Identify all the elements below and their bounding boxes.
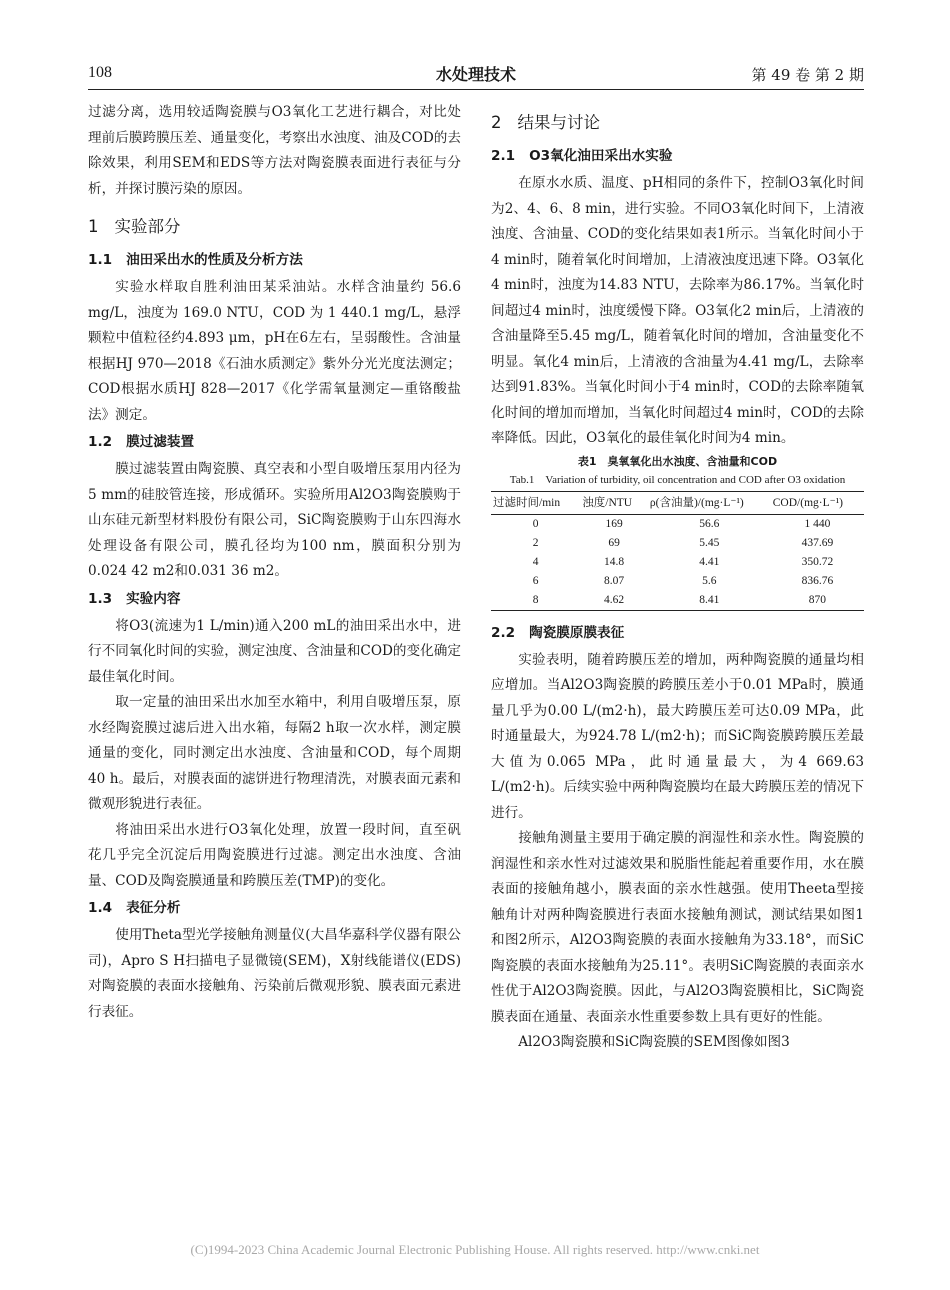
table-cell: 350.72 xyxy=(801,555,834,568)
table-cell: 8.41 xyxy=(648,591,771,611)
header-divider xyxy=(88,89,864,90)
table-cell: 8.07 xyxy=(604,574,625,587)
right-column xyxy=(491,100,864,1056)
issue-info: 第 49 卷 第 2 期 xyxy=(751,66,864,84)
table-cell: 69 xyxy=(608,536,620,549)
section-2-2-heading: 2.2 陶瓷膜原膜表征 xyxy=(491,624,625,641)
left-column xyxy=(88,100,461,1025)
section-2-1-heading: 2.1 O3氧化油田采出水实验 xyxy=(491,148,673,164)
paragraph-1-3a: 将O3(流速为1 L/min)通入200 mL的油田采出水中，进行不同氧化时间的实验，测定浊度、含油量和COD的变化确定最佳氧化时间。 xyxy=(88,617,461,685)
paragraph-2-2a: 实验表明，随着跨膜压差的增加，两种陶瓷膜的通量均相应增加。当Al2O3陶瓷膜的跨膜压差小于0.01 MPa时，膜通量几乎为0.00 L/(m2·h)，最大跨膜压差可达0.09 MPa，此时通量最大，为924.78 L/(m2·h)；而SiC陶瓷膜跨膜压差最大值为0.065 MPa，此时通量最大，为4 669.63 L/(m2·h)。后续实验中两种陶瓷膜均在最大跨膜压差的情况下进行。 xyxy=(491,651,864,821)
table-cell: 1 440 xyxy=(804,517,831,530)
table-row xyxy=(491,591,864,611)
table-cell: 8 xyxy=(491,591,580,611)
table-row xyxy=(491,514,864,534)
section-1-4-heading: 1.4 表征分析 xyxy=(88,900,181,916)
table-row xyxy=(491,553,864,572)
table-row xyxy=(491,534,864,553)
paragraph-2-2b: 接触角测量主要用于确定膜的润湿性和亲水性。陶瓷膜的润湿性和亲水性对过滤效果和脱脂性能起着重要作用，水在膜表面的接触角越小，膜表面的亲水性越强。使用Theeta型接触角计对两种陶瓷膜进行表面水接触角测试，测试结果如图1和图2所示，Al2O3陶瓷膜的表面水接触角为33.18°，而SiC陶瓷膜的表面水接触角为25.11°。表明SiC陶瓷膜的表面亲水性优于Al2O3陶瓷膜。因此，与Al2O3陶瓷膜相比，SiC陶瓷膜表面在通量、表面亲水性重要参数上具有更好的性能。 xyxy=(491,830,864,1025)
table-1-caption-zh: 表1 臭氧氧化出水浊度、含油量和COD xyxy=(577,454,778,468)
table-cell: 4.41 xyxy=(699,555,720,568)
paragraph-1-2: 膜过滤装置由陶瓷膜、真空表和小型自吸增压泵用内径为5 mm的硅胶管连接，形成循环。实验所用Al2O3陶瓷膜购于山东硅元新型材料股份有限公司，SiC陶瓷膜购于山东四海水处理设备有限公司，膜孔径均为100 nm，膜面积分别为0.024 42 m2和0.031 36 m2。 xyxy=(88,461,461,579)
table-cell: 0 xyxy=(532,517,539,530)
section-2-heading: 2 结果与讨论 xyxy=(491,113,600,132)
paragraph-2-1: 在原水水质、温度、pH相同的条件下，控制O3氧化时间为2、4、6、8 min，进行实验。不同O3氧化时间下，上清液浊度、含油量、COD的变化结果如表1所示。当氧化时间小于4 min时，随着氧化时间增加，上清液浊度迅速下降。O3氧化4 min时，浊度为14.83 NTU，去除率为86.17%。当氧化时间超过4 min时，浊度缓慢下降。O3氧化2 min后，上清液的含油量降至5.45 mg/L，随着氧化时间的增加，含油量变化不明显。氧化4 min后，上清液的含油量为4.41 mg/L，去除率达到91.83%。当氧化时间小于4 min时，COD的去除率随氧化时间的增加而增加，当氧化时间超过4 min时，COD的去除率降低。因此，O3氧化的最佳氧化时间为4 min。 xyxy=(491,175,864,446)
paragraph-1-4: 使用Theta型光学接触角测量仪(大昌华嘉科学仪器有限公司)，Apro S H扫描电子显微镜(SEM)，X射线能谱仪(EDS)对陶瓷膜的表面水接触角、污染前后微观形貌、膜表面元素进行表征。 xyxy=(88,927,461,1020)
section-1-3-heading: 1.3 实验内容 xyxy=(88,590,181,607)
table-1-caption-en: Tab.1 Variation of turbidity, oil concentration and COD after O3 oxidation xyxy=(509,473,846,486)
section-1-1-heading: 1.1 油田采出水的性质及分析方法 xyxy=(88,252,303,268)
table-cell: 5.45 xyxy=(699,536,720,549)
table-cell: 4.62 xyxy=(580,591,648,611)
page-number: 108 xyxy=(88,64,112,81)
table-cell: 2 xyxy=(532,536,539,549)
table-cell: 56.6 xyxy=(699,517,720,530)
table-cell: 169 xyxy=(605,517,623,530)
section-1-heading: 1 实验部分 xyxy=(88,217,181,236)
table-cell: 870 xyxy=(771,591,864,611)
table-cell: 6 xyxy=(532,574,539,587)
paragraph-1-3c: 将油田采出水进行O3氧化处理，放置一段时间，直至矾花几乎完全沉淀后用陶瓷膜进行过滤。测定出水浊度、含油量、COD及陶瓷膜通量和跨膜压差(TMP)的变化。 xyxy=(88,821,461,889)
table-header-row xyxy=(491,491,864,514)
journal-title: 水处理技术 xyxy=(435,65,516,84)
paragraph-1-3b: 取一定量的油田采出水加至水箱中，利用自吸增压泵，原水经陶瓷膜过滤后进入出水箱，每隔2 h取一次水样，测定膜通量的变化，同时测定出水浊度、含油量和COD，每个周期40 h。最后，对膜表面的滤饼进行物理清洗，对膜表面元素和微观形貌进行表征。 xyxy=(88,694,461,812)
page-header xyxy=(88,62,864,88)
table-cell: 5.6 xyxy=(702,574,717,587)
table-cell: 836.76 xyxy=(801,574,834,587)
table-cell: 4 xyxy=(532,555,539,568)
table-1 xyxy=(491,491,864,611)
paragraph-2-2c: Al2O3陶瓷膜和SiC陶瓷膜的SEM图像如图3 xyxy=(518,1034,790,1050)
table-header-cell: COD/(mg·L⁻¹) xyxy=(771,491,864,514)
intro-paragraph: 过滤分离，选用较适陶瓷膜与O3氧化工艺进行耦合，对比处理前后膜跨膜压差、通量变化，考察出水浊度、油及COD的去除效果，利用SEM和EDS等方法对陶瓷膜表面进行表征与分析，并探讨膜污染的原因。 xyxy=(88,104,461,197)
table-row xyxy=(491,572,864,591)
section-1-2-heading: 1.2 膜过滤装置 xyxy=(88,434,195,450)
table-cell: 14.8 xyxy=(604,555,625,568)
paragraph-1-1: 实验水样取自胜利油田某采油站。水样含油量约 56.6 mg/L，浊度为 169.0 NTU，COD 为 1 440.1 mg/L，悬浮颗粒中值粒径约4.893 μm，pH在6左右，呈弱酸性。含油量根据HJ 970—2018《石油水质测定》紫外分光光度法测定；COD根据水质HJ 828—2017《化学需氧量测定—重铬酸盐法》测定。 xyxy=(88,279,461,423)
table-header-cell: ρ(含油量)/(mg·L⁻¹) xyxy=(648,491,771,514)
copyright-footer: (C)1994-2023 China Academic Journal Electronic Publishing House. All rights reserved. http://www.cnki.net xyxy=(190,1242,760,1257)
table-cell: 437.69 xyxy=(801,536,834,549)
table-header-cell: 过滤时间/min xyxy=(491,491,580,514)
table-header-cell: 浊度/NTU xyxy=(580,491,648,514)
